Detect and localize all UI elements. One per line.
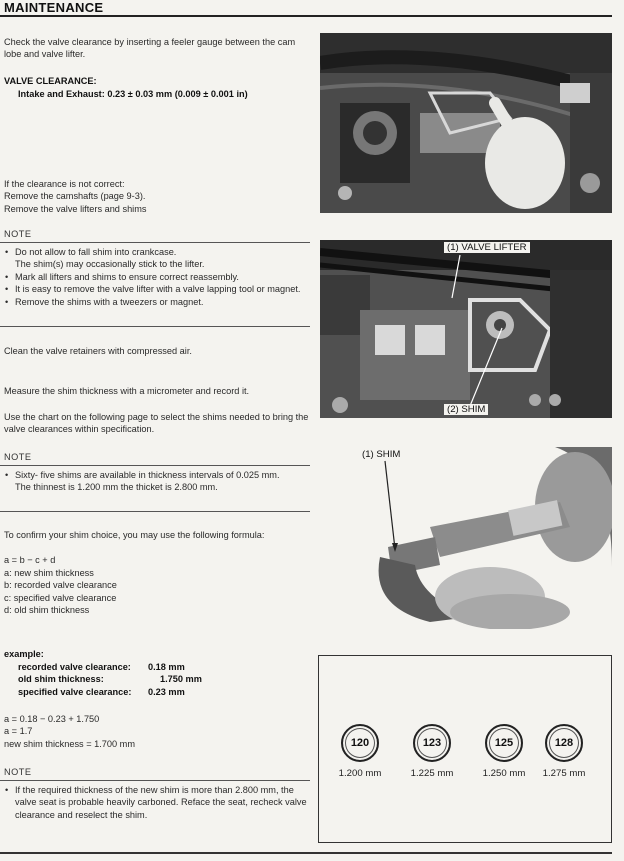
formula-definitions [4,567,304,617]
not-correct-line: Remove the camshafts (page 9-3). [4,191,146,202]
example-row-value: 0.23 mm [148,686,185,697]
shim-size: 1.250 mm [482,768,526,779]
not-correct-block [4,178,304,215]
valve-lifter-callout [444,242,530,253]
note-top-rule [0,780,310,781]
formula-def: a: new shim thickness [4,568,94,578]
shim-circle: 125 [485,724,523,762]
note-bottom-rule [0,511,310,512]
check-clearance-text: Check the valve clearance by inserting a feeler gauge between the cam lobe and valve lifter. [4,37,296,60]
example-rows [18,661,258,698]
use-chart-step: Use the chart on the following page to select the shims needed to bring the valve clearances within specification. [4,412,309,435]
shim-circle: 120 [341,724,379,762]
example-calc [4,713,304,750]
micrometer-shim-label: (1) SHIM [362,449,401,460]
valve-lifter-illustration [320,240,612,418]
not-correct-line: If the clearance is not correct: [4,179,125,189]
feeler-gauge-illustration [320,33,612,213]
note-top-rule [0,242,310,243]
shim-item [397,724,467,779]
formula-intro: To confirm your shim choice, you may use the following formula: [4,530,265,540]
example-title: example: [4,649,44,659]
valve-lifter-photo [320,240,612,418]
example-row-value: 0.18 mm [148,662,185,672]
note-list [4,469,310,494]
note-item: • It is easy to remove the valve lifter with a valve lapping tool or magnet. [4,283,310,295]
valve-clearance-title: VALVE CLEARANCE: [4,76,97,86]
bottom-rule [0,852,612,854]
note-item: • Mark all lifters and shims to ensure correct reassembly. [4,271,310,283]
example-row-label: specified valve clearance: [18,686,132,697]
example-row [18,661,258,673]
note-item: • Sixty- five shims are available in thickness intervals of 0.025 mm. The thinnest is 1.200 mm the thicket is 2.800 mm. [4,469,310,494]
note-title: NOTE [4,229,32,239]
shim-item [529,724,599,779]
calc-line: new shim thickness = 1.700 mm [4,738,135,749]
example-row-label: recorded valve clearance: [18,662,131,672]
not-correct-line: Remove the valve lifters and shims [4,203,147,214]
measure-step: Measure the shim thickness with a micrometer and record it. [4,386,250,396]
example-row [18,673,258,685]
shim-circle: 128 [545,724,583,762]
shim-item [325,724,395,779]
note-bottom-rule [0,326,310,327]
example-row [18,686,258,698]
shim-size: 1.275 mm [542,768,586,779]
calc-line: a = 1.7 [4,726,33,737]
shim-circle: 123 [413,724,451,762]
note-list [4,784,310,821]
note-item: • Remove the shims with a tweezers or magnet. [4,296,310,308]
note-item: • Do not allow to fall shim into crankcase. The shim(s) may occasionally stick to the lifter. [4,246,310,271]
formula-def: d: old shim thickness [4,605,90,616]
micrometer-photo [360,447,612,629]
header-rule [0,15,612,17]
formula-equation: a = b − c + d [4,555,56,565]
note-item: • If the required thickness of the new shim is more than 2.800 mm, the valve seat is probable heavily carboned. Reface the seat, recheck valve clearance and reselect the shim. [4,784,310,821]
formula-def: c: specified valve clearance [4,592,117,603]
clean-step: Clean the valve retainers with compressed air. [4,346,192,356]
calc-line: a = 0.18 − 0.23 + 1.750 [4,714,100,724]
page-header-title: MAINTENANCE [4,0,104,15]
shim-size: 1.225 mm [410,768,454,779]
shim-size: 1.200 mm [338,768,382,779]
note-title: NOTE [4,452,32,462]
note-list [4,246,310,308]
feeler-gauge-photo [320,33,612,213]
formula-def: b: recorded valve clearance [4,580,117,591]
example-row-label: old shim thickness: [18,674,104,685]
shim-size-box [318,655,612,843]
shim-callout [444,404,488,415]
example-row-value: 1.750 mm [160,674,202,685]
micrometer-illustration [360,447,612,629]
shim-label: (2) SHIM [444,404,488,415]
valve-lifter-label: (1) VALVE LIFTER [444,242,530,253]
note-title: NOTE [4,767,32,777]
note-top-rule [0,465,310,466]
valve-clearance-spec: Intake and Exhaust: 0.23 ± 0.03 mm (0.009 ± 0.001 in) [18,89,248,99]
